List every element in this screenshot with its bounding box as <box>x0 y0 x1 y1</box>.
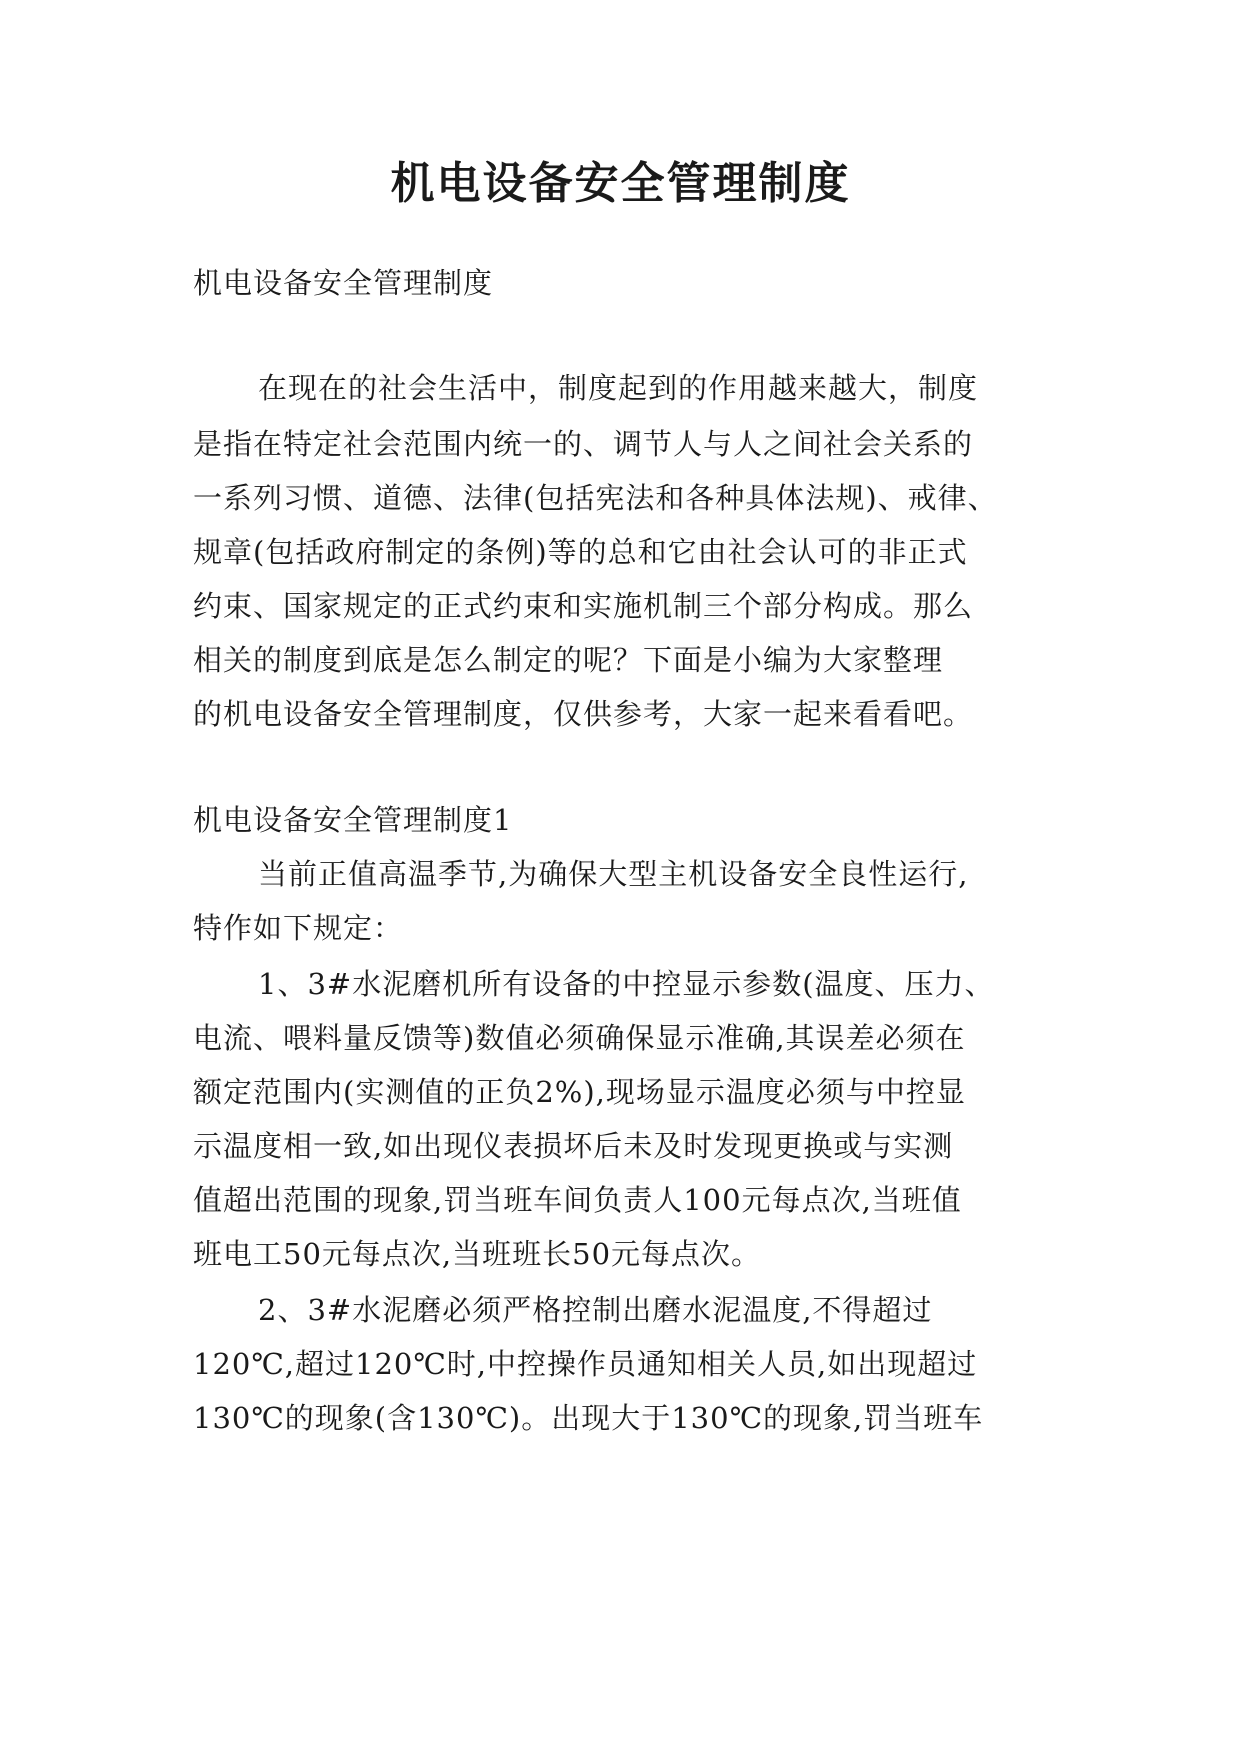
section-line: 电流、喂料量反馈等)数值必须确保显示准确,其误差必须在 <box>193 1021 966 1055</box>
section-line: 2、3#水泥磨必须严格控制出磨水泥温度,不得超过 <box>258 1293 933 1327</box>
document-subtitle: 机电设备安全管理制度 <box>193 266 494 300</box>
intro-line: 的机电设备安全管理制度，仅供参考，大家一起来看看吧。 <box>193 697 974 731</box>
intro-line: 在现在的社会生活中，制度起到的作用越来越大，制度 <box>258 371 979 405</box>
intro-line: 一系列习惯、道德、法律(包括宪法和各种具体法规)、戒律、 <box>193 481 998 515</box>
section-line: 值超出范围的现象,罚当班车间负责人100元每点次,当班值 <box>193 1183 962 1217</box>
section-line: 120℃,超过120℃时,中控操作员通知相关人员,如出现超过 <box>193 1347 978 1381</box>
section-line: 示温度相一致,如出现仪表损坏后未及时发现更换或与实测 <box>193 1129 954 1163</box>
section-line: 130℃的现象(含130℃)。出现大于130℃的现象,罚当班车 <box>193 1401 984 1435</box>
section-line: 1、3#水泥磨机所有设备的中控显示参数(温度、压力、 <box>258 967 995 1001</box>
intro-line: 约束、国家规定的正式约束和实施机制三个部分构成。那么 <box>193 589 974 623</box>
intro-line: 规章(包括政府制定的条例)等的总和它由社会认可的非正式 <box>193 535 968 569</box>
section-line: 额定范围内(实测值的正负2%),现场显示温度必须与中控显 <box>193 1075 966 1109</box>
section-line: 当前正值高温季节,为确保大型主机设备安全良性运行, <box>258 857 969 891</box>
section-line: 特作如下规定： <box>193 911 404 945</box>
section-line: 班电工50元每点次,当班班长50元每点次。 <box>193 1237 762 1271</box>
document-title: 机电设备安全管理制度 <box>390 158 851 209</box>
intro-line: 是指在特定社会范围内统一的、调节人与人之间社会关系的 <box>193 427 974 461</box>
intro-line: 相关的制度到底是怎么制定的呢？下面是小编为大家整理 <box>193 643 944 677</box>
section-heading: 机电设备安全管理制度1 <box>193 803 513 837</box>
